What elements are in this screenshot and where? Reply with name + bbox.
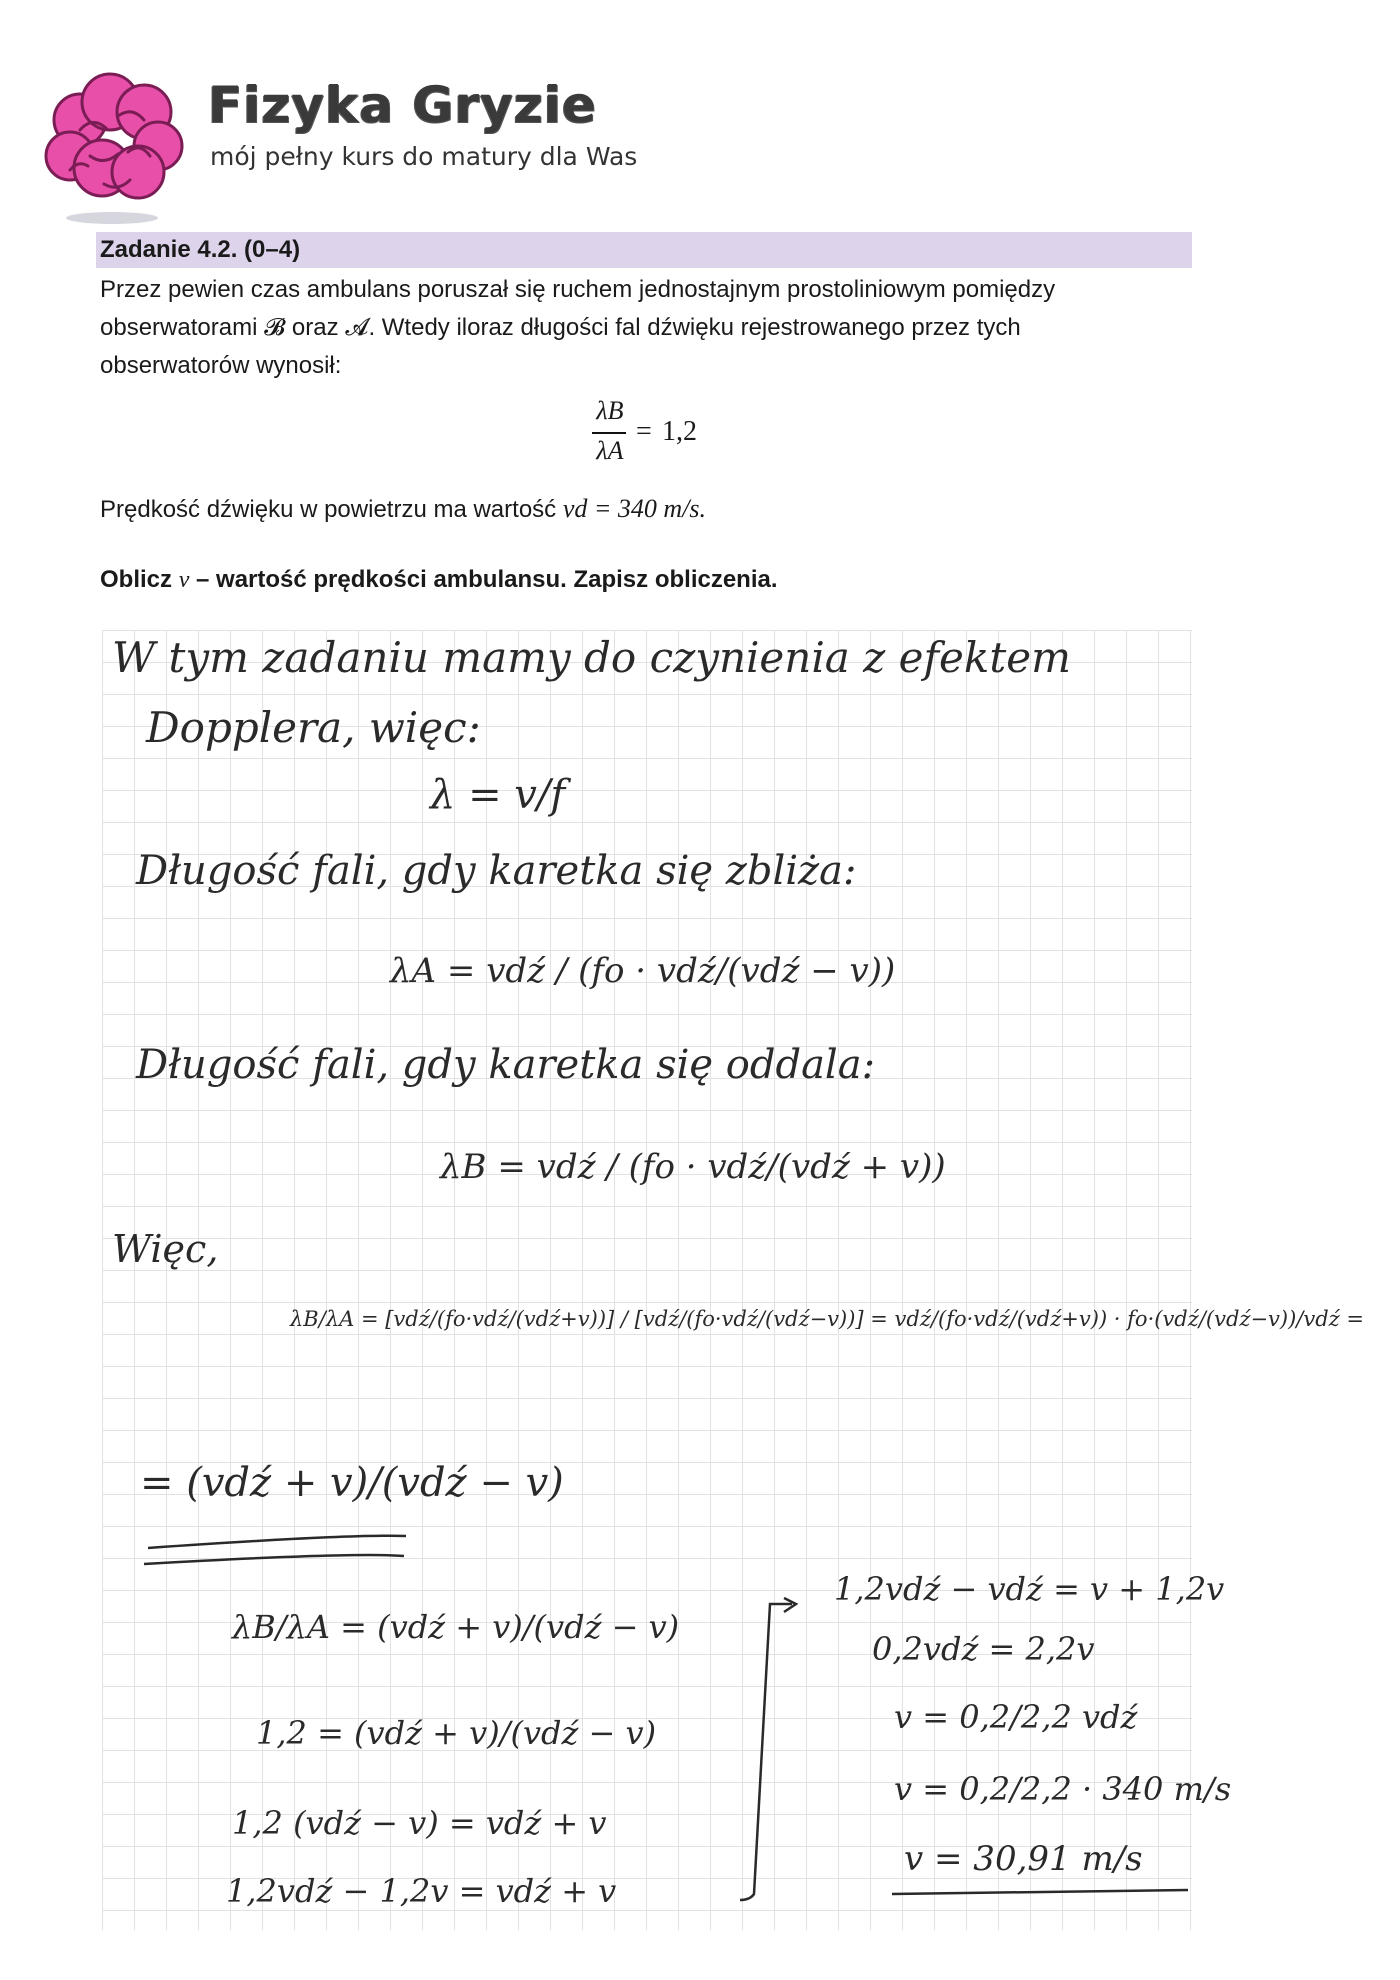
hw-eq-6: 0,2vdź = 2,2v	[872, 1630, 1095, 1668]
hw-eq-8: v = 0,2/2,2 · 340 m/s	[894, 1770, 1232, 1808]
hw-ratio-step: λB/λA = [vdź/(fo·vdź/(vdź+v))] / [vdź/(fo·vdź/(vdź−v))] = vdź/(fo·vdź/(vdź+v)) · fo·(vdź/(vdź−v))/vdź =	[290, 1307, 1365, 1331]
hw-ratio-result: = (vdź + v)/(vdź − v)	[140, 1460, 564, 1506]
hw-so-label: Więc,	[112, 1227, 219, 1271]
instruction-suffix: – wartość prędkości ambulansu. Zapisz obliczenia.	[189, 566, 778, 593]
formula-value: 1,2	[662, 416, 697, 447]
hw-result-underline	[144, 1536, 406, 1564]
instruction-prefix: Oblicz	[100, 566, 179, 593]
hw-eq-4: 1,2vdź − 1,2v = vdź + v	[226, 1872, 617, 1910]
hw-recede-heading: Długość fali, gdy karetka się oddala:	[136, 1042, 876, 1088]
brand-subtitle: mój pełny kurs do matury dla Was	[210, 142, 638, 171]
hw-intro-line-2: Dopplera, więc:	[146, 703, 481, 752]
hw-eq-2: 1,2 = (vdź + v)/(vdź − v)	[256, 1714, 657, 1752]
task-paragraph-line-3: obserwatorów wynosił:	[100, 352, 342, 379]
task-paragraph-line-2: obserwatorami 𝓑 oraz 𝓐. Wtedy iloraz długości fal dźwięku rejestrowanego przez tych	[100, 314, 1021, 341]
hw-answer: v = 30,91 m/s	[904, 1839, 1143, 1879]
speed-prefix: Prędkość dźwięku w powietrzu ma wartość	[100, 496, 563, 523]
hw-eq-7: v = 0,2/2,2 vdź	[894, 1698, 1138, 1736]
hw-approach-heading: Długość fali, gdy karetka się zbliża:	[136, 848, 857, 894]
hw-eq-3: 1,2 (vdź − v) = vdź + v	[232, 1804, 607, 1842]
hw-lambda-b: λB = vdź / (fo · vdź/(vdź + v))	[440, 1147, 946, 1187]
formula-equals: =	[636, 416, 652, 447]
hw-answer-underline	[892, 1890, 1188, 1894]
speed-formula: vd = 340 m/s.	[562, 494, 707, 523]
hw-lambda-a: λA = vdź / (fo · vdź/(vdź − v))	[390, 951, 896, 991]
hw-base-formula: λ = v/f	[430, 772, 566, 818]
task-paragraph-line-1: Przez pewien czas ambulans poruszał się ruchem jednostajnym prostoliniowym pomiędzy	[100, 276, 1056, 303]
formula-numerator: λB	[596, 396, 624, 425]
brand-title: Fizyka Gryzie	[208, 76, 597, 134]
instruction-var: v	[178, 567, 190, 593]
formula-denominator: λA	[596, 436, 624, 465]
hw-eq-5: 1,2vdź − vdź = v + 1,2v	[834, 1570, 1225, 1608]
hw-bracket-arrow	[740, 1604, 792, 1900]
task-title: Zadanie 4.2. (0–4)	[100, 236, 301, 263]
hw-eq-1: λB/λA = (vdź + v)/(vdź − v)	[232, 1608, 680, 1646]
hw-intro-line-1: W tym zadaniu mamy do czynienia z efektem	[112, 633, 1071, 682]
